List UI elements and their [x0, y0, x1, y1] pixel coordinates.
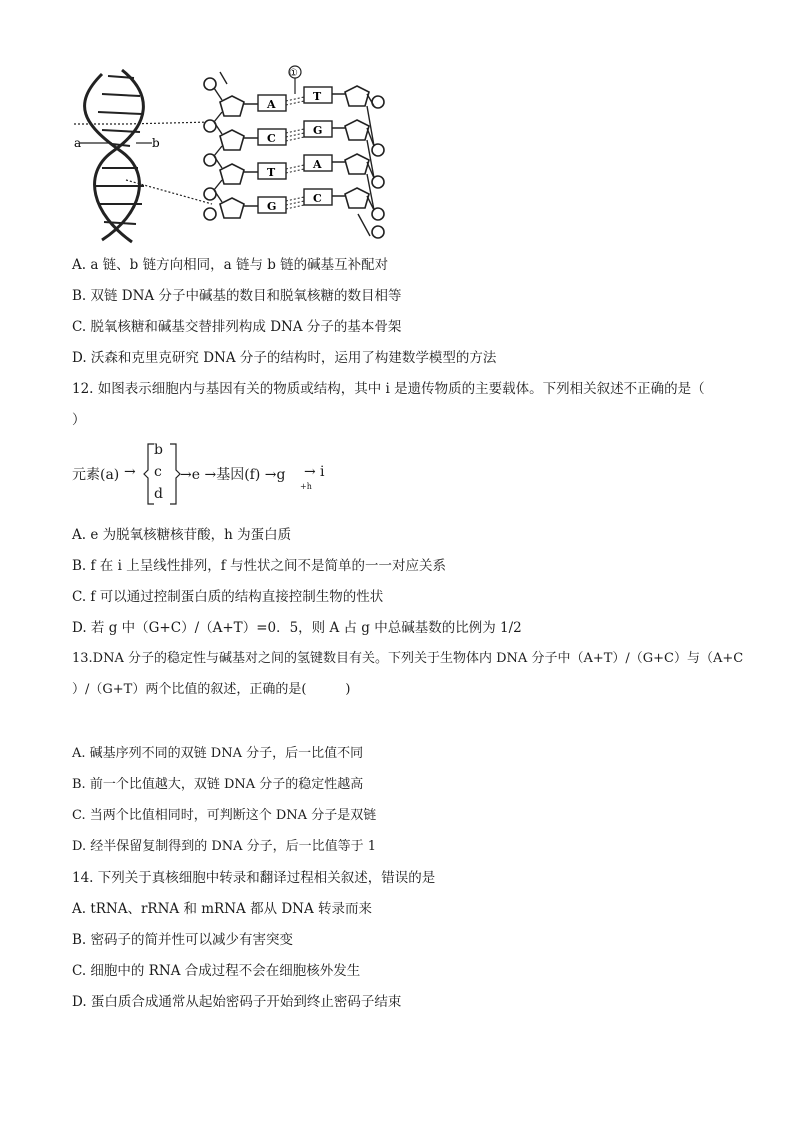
left-base-4: G [267, 200, 277, 213]
pathway-i: i [320, 464, 325, 480]
q11-option-c: C. 脱氧核糖和碱基交替排列构成 DNA 分子的基本骨架 [72, 319, 402, 335]
q13-option-b: B. 前一个比值越大，双链 DNA 分子的稳定性越高 [72, 777, 364, 792]
right-base-3: A [313, 158, 322, 171]
deoxyribose-pentagons [220, 86, 369, 218]
q13-option-a: A. 碱基序列不同的双链 DNA 分子，后一比值不同 [72, 746, 364, 761]
q13-option-c: C. 当两个比值相同时，可判断这个 DNA 分子是双链 [72, 808, 377, 823]
q12-option-d: D. 若 g 中（G+C）/（A+T）=0．5，则 A 占 g 中总碱基数的比例为 1/2 [72, 620, 522, 636]
q11-option-d: D. 沃森和克里克研究 DNA 分子的结构时，运用了构建数学模型的方法 [72, 350, 497, 366]
base-pair-row-4 [258, 189, 332, 213]
q12-stem-line-2: ） [72, 412, 86, 428]
pathway-d: d [154, 486, 163, 502]
pathway-h: +h [300, 482, 312, 491]
strand-b-label: b [152, 136, 160, 150]
dna-helix-drawing [85, 70, 144, 242]
left-base-1: A [267, 98, 276, 111]
q14-option-d: D. 蛋白质合成通常从起始密码子开始到终止密码子结束 [72, 994, 402, 1010]
q12-option-b: B. f 在 i 上呈线性排列，f 与性状之间不是简单的一一对应关系 [72, 558, 446, 574]
right-base-4: C [313, 192, 322, 205]
right-base-1: T [313, 90, 322, 103]
base-pair-row-2 [258, 121, 332, 145]
strand-a-label: a [74, 136, 82, 150]
pathway-element-a: 元素(a) [72, 467, 120, 483]
q11-option-b: B. 双链 DNA 分子中碱基的数目和脱氧核糖的数目相等 [72, 288, 402, 304]
dna-structure-figure [72, 64, 392, 246]
q13-stem-line-1: 13.DNA 分子的稳定性与碱基对之间的氢键数目有关。下列关于生物体内 DNA 分子中（A+T）/（G+C）与（A+C [72, 651, 744, 666]
pathway-c: c [154, 464, 162, 480]
q14-stem: 14. 下列关于真核细胞中转录和翻译过程相关叙述，错误的是 [72, 870, 436, 886]
pathway-arrow-1: → [124, 464, 136, 480]
q14-option-b: B. 密码子的简并性可以减少有害突变 [72, 932, 294, 948]
pathway-rest: →e →基因(f) →g [180, 467, 286, 483]
pathway-arrow-last: → [304, 464, 316, 480]
q13-stem-line-2: ）/（G+T）两个比值的叙述，正确的是( ) [72, 682, 351, 697]
base-pair-row-3 [258, 155, 332, 179]
bond-marker-label: ① [289, 68, 298, 79]
q14-option-c: C. 细胞中的 RNA 合成过程不会在细胞核外发生 [72, 963, 361, 979]
q12-option-c: C. f 可以通过控制蛋白质的结构直接控制生物的性状 [72, 589, 384, 605]
q11-option-a: A. a 链、b 链方向相同，a 链与 b 链的碱基互补配对 [72, 257, 389, 273]
right-base-2: G [313, 124, 323, 137]
q13-option-d: D. 经半保留复制得到的 DNA 分子，后一比值等于 1 [72, 839, 377, 854]
q14-option-a: A. tRNA、rRNA 和 mRNA 都从 DNA 转录而来 [72, 901, 373, 917]
q12-option-a: A. e 为脱氧核糖核苷酸，h 为蛋白质 [72, 527, 292, 543]
pathway-b: b [154, 442, 163, 458]
left-base-2: C [267, 132, 276, 145]
left-base-3: T [267, 166, 276, 179]
q12-stem-line-1: 12. 如图表示细胞内与基因有关的物质或结构，其中 i 是遗传物质的主要载体。下列相关叙述不正确的是（ [72, 381, 705, 397]
q12-pathway-diagram [72, 440, 372, 508]
